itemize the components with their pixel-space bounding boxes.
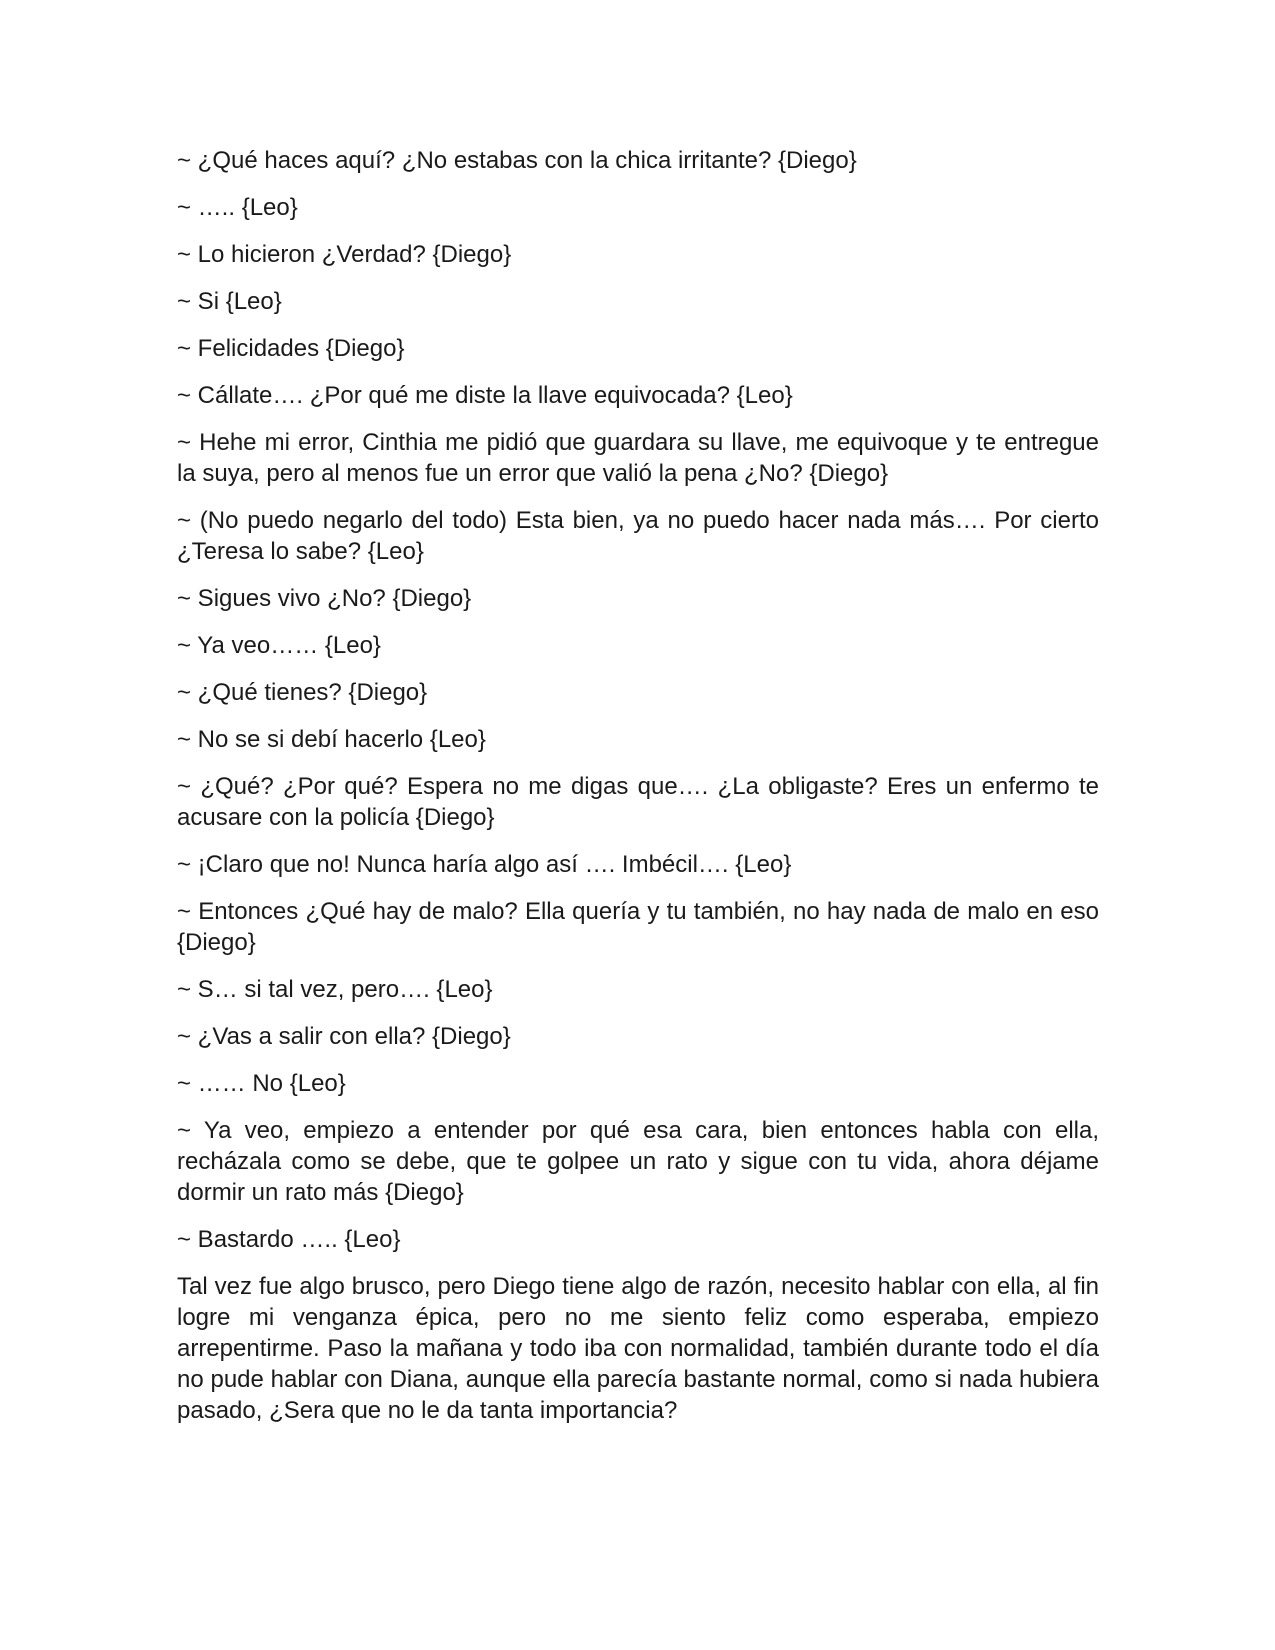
dialogue-line: ~ Si {Leo} — [177, 288, 282, 315]
document-page — [177, 145, 1099, 1426]
dialogue-line: ~ S… si tal vez, pero…. {Leo} — [177, 976, 493, 1003]
dialogue-line: ~ Lo hicieron ¿Verdad? {Diego} — [177, 241, 512, 268]
narration-paragraph: Tal vez fue algo brusco, pero Diego tiene algo de razón, necesito hablar con ella, al fin logre mi venganza épica, pero no me siento feliz como esperaba, empiezo arrepentirme. Paso la mañana y todo iba con normalidad, también durante todo el día no pude hablar con Diana, aunque ella parecía bastante normal, como si nada hubiera pasado, ¿Sera que no le da tanta importancia? — [177, 1273, 1099, 1424]
dialogue-line: ~ (No puedo negarlo del todo) Esta bien, ya no puedo hacer nada más…. Por cierto ¿Teresa lo sabe? {Leo} — [177, 507, 1099, 565]
dialogue-line: ~ Sigues vivo ¿No? {Diego} — [177, 585, 472, 612]
dialogue-line: ~ Felicidades {Diego} — [177, 335, 405, 362]
dialogue-line: ~ ¿Qué? ¿Por qué? Espera no me digas que…. ¿La obligaste? Eres un enfermo te acusare con la policía {Diego} — [177, 773, 1099, 831]
dialogue-line: ~ No se si debí hacerlo {Leo} — [177, 726, 486, 753]
dialogue-line: ~ Cállate…. ¿Por qué me diste la llave equivocada? {Leo} — [177, 382, 793, 409]
dialogue-line: ~ Ya veo…… {Leo} — [177, 632, 381, 659]
dialogue-line: ~ ¿Qué tienes? {Diego} — [177, 679, 428, 706]
dialogue-line: ~ ….. {Leo} — [177, 194, 298, 221]
dialogue-line: ~ Bastardo ….. {Leo} — [177, 1226, 401, 1253]
dialogue-line: ~ Ya veo, empiezo a entender por qué esa cara, bien entonces habla con ella, recházala como se debe, que te golpee un rato y sigue con tu vida, ahora déjame dormir un rato más {Diego} — [177, 1117, 1099, 1206]
dialogue-line: ~ ¿Qué haces aquí? ¿No estabas con la chica irritante? {Diego} — [177, 147, 857, 174]
dialogue-line: ~ …… No {Leo} — [177, 1070, 346, 1097]
dialogue-line: ~ ¿Vas a salir con ella? {Diego} — [177, 1023, 511, 1050]
dialogue-line: ~ Hehe mi error, Cinthia me pidió que guardara su llave, me equivoque y te entregue la suya, pero al menos fue un error que valió la pena ¿No? {Diego} — [177, 429, 1099, 487]
dialogue-line: ~ ¡Claro que no! Nunca haría algo así …. Imbécil…. {Leo} — [177, 851, 792, 878]
dialogue-line: ~ Entonces ¿Qué hay de malo? Ella quería y tu también, no hay nada de malo en eso {Diego} — [177, 898, 1099, 956]
